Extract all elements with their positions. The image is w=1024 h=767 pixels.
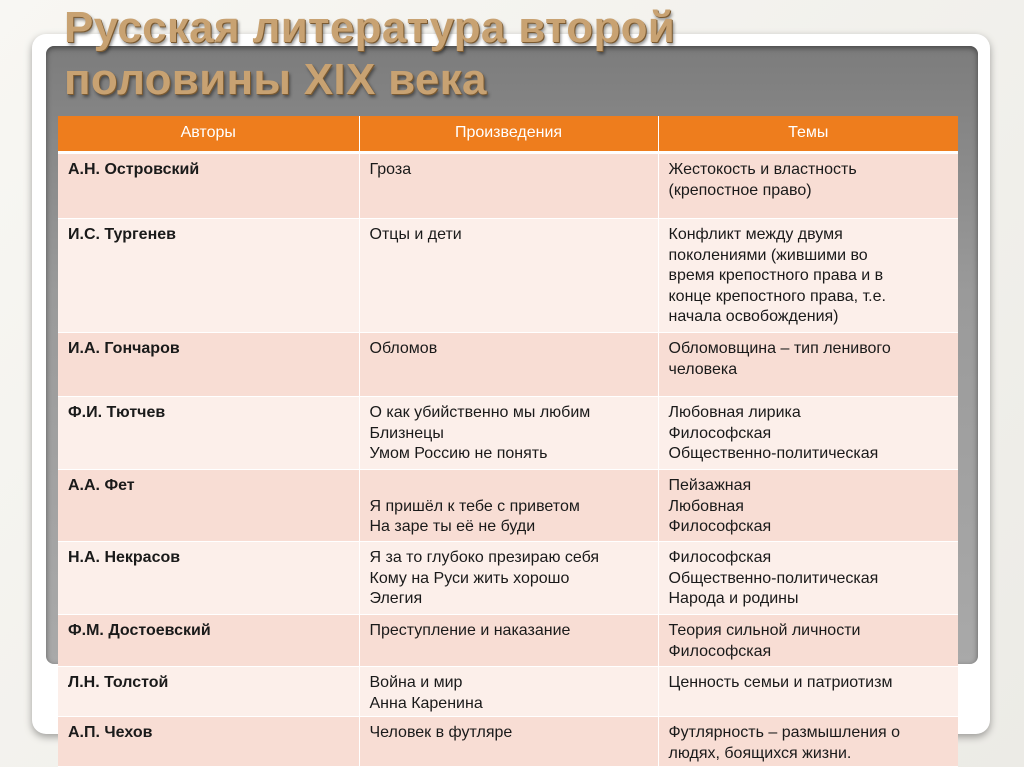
works-cell [359, 397, 658, 470]
table-row [58, 153, 958, 219]
themes-cell [658, 397, 958, 470]
author-cell [58, 470, 359, 542]
works-text: О как убийственно мы любим Близнецы Умом Россию не понять [369, 404, 591, 462]
header-themes: Темы [658, 116, 958, 153]
author-name: А.Н. Островский [68, 161, 200, 178]
author-name: Л.Н. Толстой [68, 674, 169, 691]
works-cell [359, 219, 658, 333]
author-cell [58, 333, 359, 397]
themes-text: Ценность семьи и патриотизм [668, 674, 893, 691]
table-row [58, 717, 958, 767]
works-cell [359, 717, 658, 767]
themes-text: Жестокость и властность (крепостное право) [668, 161, 857, 199]
author-name: Ф.И. Тютчев [68, 404, 166, 421]
author-name: А.П. Чехов [68, 724, 153, 741]
author-cell [58, 542, 359, 615]
works-text: Отцы и дети [369, 226, 462, 243]
works-text: Война и мир Анна Каренина [369, 674, 483, 712]
author-name: А.А. Фет [68, 477, 135, 494]
author-name: И.С. Тургенев [68, 226, 176, 243]
table-header-row [58, 116, 958, 153]
header-works: Произведения [359, 116, 658, 153]
themes-cell [658, 219, 958, 333]
works-text: Человек в футляре [369, 724, 513, 741]
author-cell [58, 219, 359, 333]
author-name: Ф.М. Достоевский [68, 622, 211, 639]
works-cell [359, 667, 658, 717]
works-text: Обломов [369, 340, 438, 357]
author-cell [58, 397, 359, 470]
themes-text: Теория сильной личности Философская [668, 622, 861, 660]
author-name: Н.А. Некрасов [68, 549, 181, 566]
author-name: И.А. Гончаров [68, 340, 180, 357]
works-text: Преступление и наказание [369, 622, 571, 639]
author-cell [58, 153, 359, 219]
table-row [58, 333, 958, 397]
author-cell [58, 717, 359, 767]
themes-text: Любовная лирика Философская Общественно-политическая [668, 404, 879, 462]
literature-table [58, 116, 958, 767]
table-row [58, 542, 958, 615]
themes-cell [658, 153, 958, 219]
themes-cell [658, 470, 958, 542]
author-cell [58, 615, 359, 667]
themes-cell [658, 717, 958, 767]
author-cell [58, 667, 359, 717]
themes-cell [658, 667, 958, 717]
works-cell [359, 153, 658, 219]
works-cell [359, 615, 658, 667]
works-text: Гроза [369, 161, 412, 178]
slide-title: Русская литература второй половины XIX века [64, 3, 676, 104]
works-cell [359, 470, 658, 542]
table-row [58, 397, 958, 470]
works-text: Я пришёл к тебе с приветом На заре ты её не буди [369, 497, 580, 535]
header-authors: Авторы [58, 116, 359, 153]
themes-cell [658, 542, 958, 615]
table-row [58, 470, 958, 542]
table-row [58, 615, 958, 667]
works-text: Я за то глубоко презираю себя Кому на Руси жить хорошо Элегия [369, 549, 600, 607]
themes-cell [658, 333, 958, 397]
works-cell [359, 542, 658, 615]
themes-text: Обломовщина – тип ленивого человека [668, 340, 891, 378]
works-cell [359, 333, 658, 397]
themes-text: Футлярность – размышления о людях, боящихся жизни. [668, 724, 901, 762]
themes-cell [658, 615, 958, 667]
themes-text: Философская Общественно-политическая Народа и родины [668, 549, 879, 607]
table-row [58, 219, 958, 333]
themes-text: Пейзажная Любовная Философская [668, 477, 772, 535]
themes-text: Конфликт между двумя поколениями (жившими во время крепостного права и в конце крепостного права, т.е. начала освобождения) [668, 226, 886, 325]
table-row [58, 667, 958, 717]
